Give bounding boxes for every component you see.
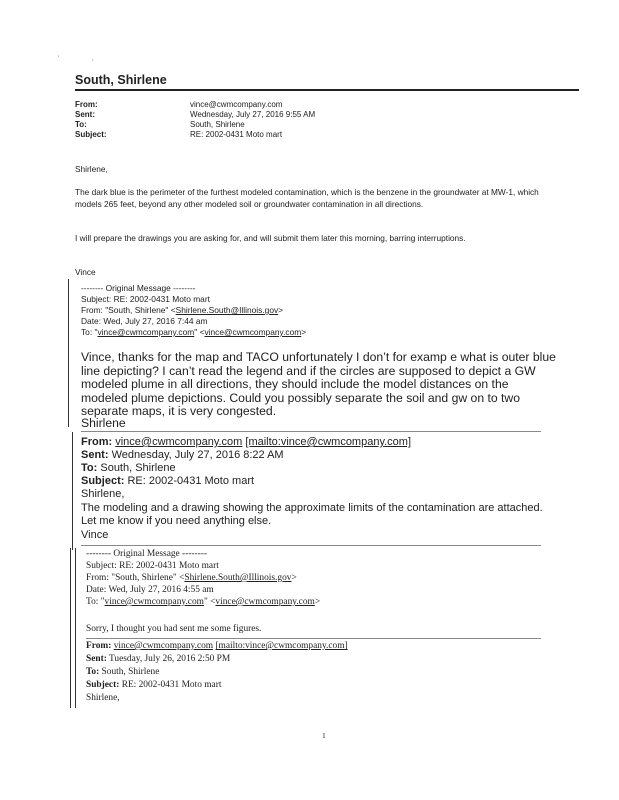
quote-to: To: "vince@cwmcompany.com" <vince@cwmcompany.com> — [81, 327, 307, 337]
mailto-link[interactable]: [mailto:vince@cwmcompany.com] — [245, 436, 412, 448]
to-value: South, Shirlene — [190, 120, 245, 129]
email3-subject: Subject: RE: 2002-0431 Moto mart — [86, 680, 222, 690]
quote-from: From: "South, Shirlene" <Shirlene.South@Illinois.gov> — [86, 573, 297, 583]
email-link[interactable]: Shirlene.South@Illinois.gov — [175, 305, 279, 315]
original-message-title: -------- Original Message -------- — [86, 549, 208, 559]
email3-greeting: Shirlene, — [86, 693, 120, 703]
quote-body: Vince, thanks for the map and TACO unfortunately I don’t for examp e what is outer blue line depicting? I can’t read the legend and if the circles are supposed to depict a GW modeled plume in all directions, they should include the model distances on the modeled plume depictions. Could you possibly separate the soil and gw on to two separate maps, it is very congested. — [81, 350, 556, 418]
quote-bar — [75, 548, 76, 708]
quote-signature: Shirlene — [81, 416, 126, 430]
to-label: To: — [75, 120, 87, 129]
email-link[interactable]: vince@cwmcompany.com — [215, 597, 315, 607]
header-rule — [75, 89, 579, 91]
divider — [86, 638, 541, 639]
from-label: From: — [75, 100, 98, 109]
sent-label: Sent: — [75, 110, 95, 119]
original-message-title: -------- Original Message -------- — [81, 283, 196, 293]
greeting: Shirlene, — [75, 164, 108, 174]
quote-subject: Subject: RE: 2002-0431 Moto mart — [81, 294, 210, 304]
email-link[interactable]: vince@cwmcompany.com — [204, 327, 302, 337]
quote-bar — [68, 279, 69, 427]
email2-greeting: Shirlene, — [81, 488, 125, 500]
from-value: vince@cwmcompany.com — [190, 100, 283, 109]
email2-signature: Vince — [81, 529, 109, 541]
quote-body: Sorry, I thought you had sent me some figures. — [86, 624, 262, 634]
email-link[interactable]: vince@cwmcompany.com — [113, 641, 214, 651]
email2-to: To: South, Shirlene — [81, 462, 176, 474]
quote-from: From: "South, Shirlene" <Shirlene.South@Illinois.gov> — [81, 305, 284, 315]
quote-to: To: "vince@cwmcompany.com" <vince@cwmcompany.com> — [86, 597, 321, 607]
sender-name: South, Shirlene — [75, 73, 167, 87]
scan-mark: , — [92, 56, 94, 62]
sent-value: Wednesday, July 27, 2016 9:55 AM — [190, 110, 316, 119]
quote-date: Date: Wed, July 27, 2016 7:44 am — [81, 316, 208, 326]
page-number: 1 — [322, 731, 326, 740]
email2-subject: Subject: RE: 2002-0431 Moto mart — [81, 475, 255, 487]
divider — [81, 431, 541, 432]
email-link[interactable]: vince@cwmcompany.com — [104, 597, 204, 607]
quote-date: Date: Wed, July 27, 2016 4:55 am — [86, 585, 214, 595]
divider — [81, 545, 541, 546]
subject-value: RE: 2002-0431 Moto mart — [190, 130, 283, 139]
email2-from: From: vince@cwmcompany.com [mailto:vince@cwmcompany.com] — [81, 436, 412, 448]
email3-to: To: South, Shirlene — [86, 667, 160, 677]
email2-sent: Sent: Wednesday, July 27, 2016 8:22 AM — [81, 449, 284, 461]
email2-body: The modeling and a drawing showing the approximate limits of the contamination are attached. Let me know if you need anything else. — [81, 502, 543, 527]
quote-bar — [70, 548, 71, 708]
subject-label: Subject: — [75, 130, 107, 139]
signature: Vince — [75, 267, 96, 277]
email-link[interactable]: vince@cwmcompany.com — [97, 327, 195, 337]
email-link[interactable]: Shirlene.South@Illinois.gov — [184, 573, 292, 583]
quote-bar — [72, 432, 73, 550]
email-link[interactable]: vince@cwmcompany.com — [115, 436, 243, 448]
scan-mark: ' — [58, 56, 60, 62]
body-paragraph: The dark blue is the perimeter of the furthest modeled contamination, which is the benzene in the groundwater at MW-1, which models 265 feet, beyond any other modeled soil or groundwater contamination in all directions. — [75, 187, 539, 209]
email3-sent: Sent: Tuesday, July 26, 2016 2:50 PM — [86, 654, 231, 664]
quote-subject: Subject: RE: 2002-0431 Moto mart — [86, 561, 219, 571]
mailto-link[interactable]: [mailto:vince@cwmcompany.com] — [215, 641, 348, 651]
body-paragraph: I will prepare the drawings you are asking for, and will submit them later this morning, barring interruptions. — [75, 233, 466, 243]
email3-from: From: vince@cwmcompany.com [mailto:vince@cwmcompany.com] — [86, 641, 348, 651]
